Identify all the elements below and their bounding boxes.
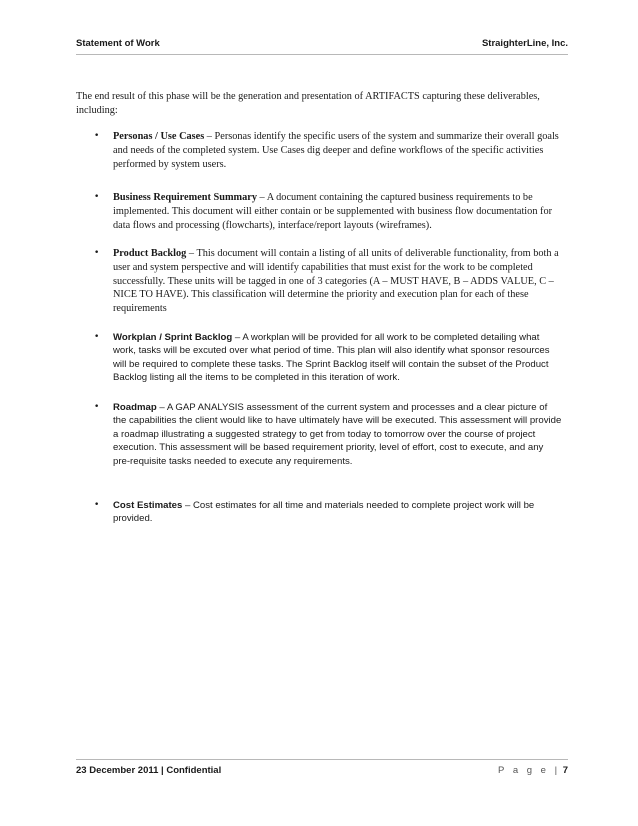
deliverable-term: Roadmap — [113, 402, 157, 413]
bullet-icon: • — [94, 332, 100, 342]
page-label: P a g e | — [498, 765, 561, 776]
deliverable-term: Product Backlog — [113, 248, 187, 259]
deliverable-term: Workplan / Sprint Backlog — [113, 332, 233, 343]
header-company: StraighterLine, Inc. — [481, 38, 568, 49]
page-number: 7 — [562, 765, 568, 776]
list-item — [76, 247, 562, 316]
deliverable-description: – This document will contain a listing of all units of deliverable functionality, from both a user and system perspective and will identify capabilities that must exist for the work to be completed successfully. These units will be tagged in one of 3 categories (A – MUST HAVE, B – ADDS VALUE, C – NICE TO HAVE). This classification will determine the priority and execution plan for each of these requirements — [113, 248, 559, 315]
bullet-icon: • — [94, 402, 100, 412]
deliverable-description: – A GAP ANALYSIS assessment of the current system and processes and a clear picture of the capabilities the client would like to have ultimately have will be executed. This assessment will provide a roadmap illustrating a suggested strategy to get from today to tomorrow over the course of project execution. This assessment will be based requirement priority, level of effort, cost to execute, and any pre-requisite tasks needed to execute any requirements. — [113, 402, 562, 467]
deliverable-term: Business Requirement Summary — [113, 192, 257, 203]
bullet-icon: • — [94, 248, 100, 258]
list-item — [76, 331, 562, 385]
header-divider — [76, 54, 568, 55]
footer-date: 23 December 2011 | Confidential — [76, 765, 222, 776]
list-item — [76, 401, 562, 468]
page-indicator — [498, 765, 568, 776]
deliverable-description: – A document containing the captured business requirements to be implemented. This document will either contain or be supplemented with business flow documentation for data flows and processing (flowcharts), interface/report layouts (wireframes). — [113, 192, 553, 231]
list-item — [76, 130, 562, 171]
deliverable-term: Personas / Use Cases — [113, 131, 205, 142]
bullet-icon: • — [94, 500, 100, 510]
bullet-icon: • — [94, 192, 100, 202]
deliverable-description: – A workplan will be provided for all work to be completed detailing what work, tasks will be excuted over what period of time. This plan will also identify what sponsor resources will be required to complete these tasks. The Sprint Backlog itself will contain the subset of the Product Backlog listing all the items to be completed in this iteration of work. — [113, 332, 550, 384]
page-header — [76, 38, 568, 49]
header-title: Statement of Work — [76, 38, 160, 49]
page-footer — [76, 765, 568, 776]
intro-paragraph: The end result of this phase will be the generation and presentation of ARTIFACTS capturing these deliverables, including: — [76, 91, 540, 116]
footer-divider — [76, 759, 568, 760]
bullet-icon: • — [94, 131, 100, 141]
deliverable-description: – Cost estimates for all time and materials needed to complete project work will be provided. — [113, 500, 535, 525]
deliverable-term: Cost Estimates — [113, 500, 183, 511]
deliverable-description: – Personas identify the specific users of the system and summarize their overall goals and needs of the completed system. Use Cases dig deeper and define workflows of the specific activities performed by system users. — [113, 131, 559, 170]
list-item — [76, 191, 562, 232]
list-item — [76, 499, 562, 526]
